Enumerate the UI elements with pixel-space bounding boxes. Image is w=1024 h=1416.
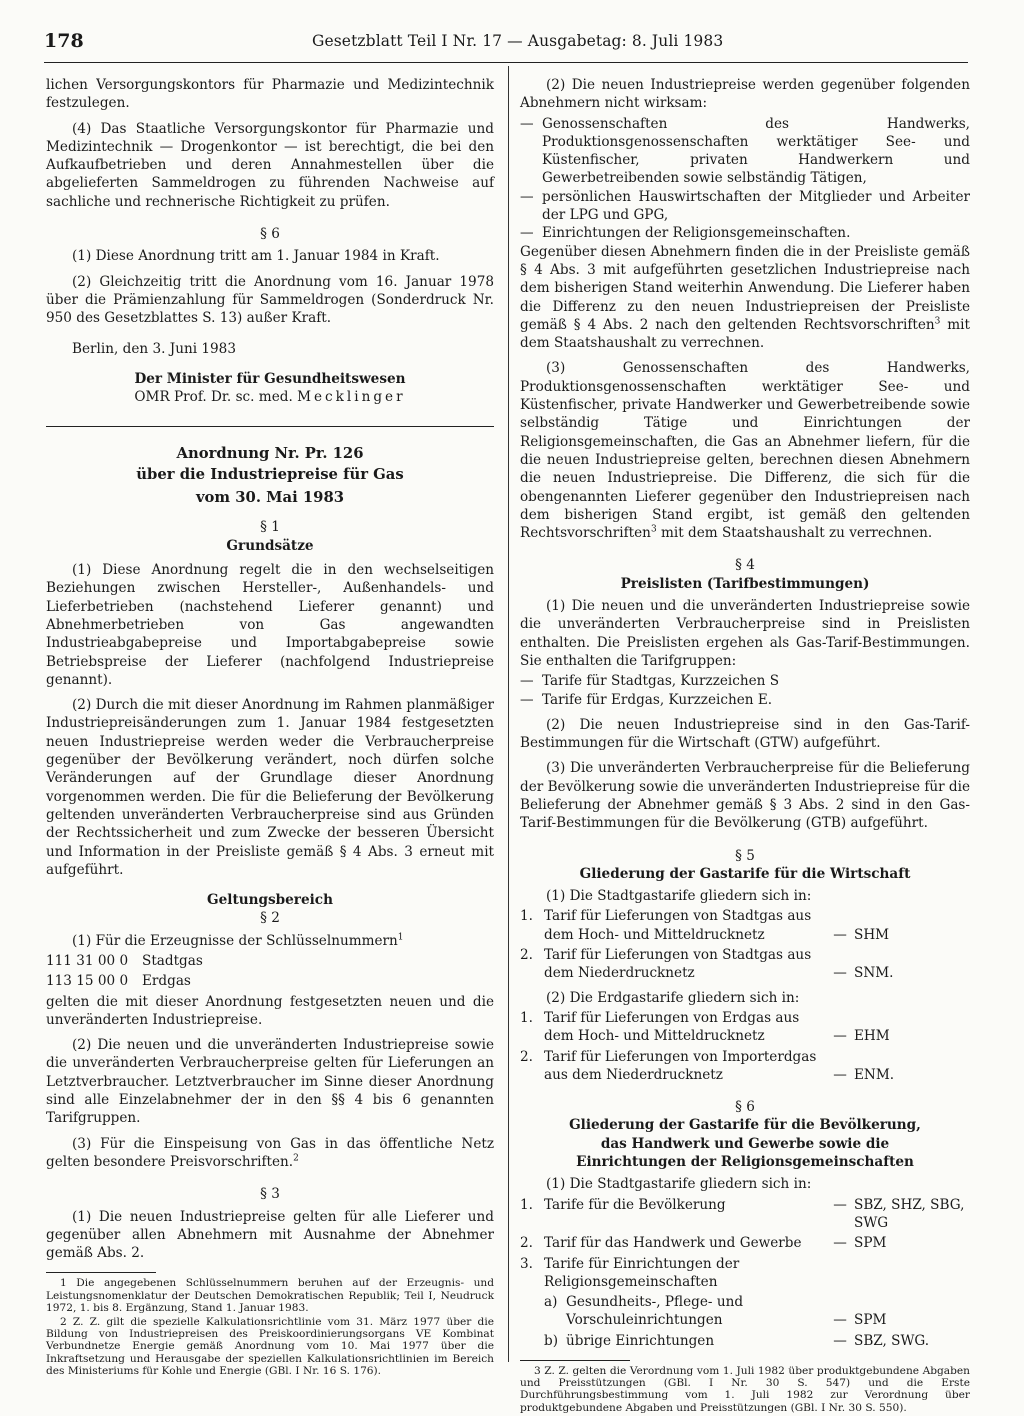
code-name: Erdgas (142, 973, 191, 990)
footnote-rule (46, 1272, 156, 1273)
footnote-ref-3: 3 (650, 524, 657, 535)
tariff-text: Tarife für Einrichtungen der Religionsgemeinschaften (544, 1255, 740, 1290)
section-2-paragraph-1-text: (1) Für die Erzeugnisse der Schlüsselnummern (72, 932, 398, 949)
section-6-heading: § 6 (260, 226, 280, 243)
place-date: Berlin, den 3. Juni 1983 (72, 340, 236, 357)
page-header (0, 28, 1024, 62)
section-5-paragraph-1: (1) Die Stadtgastarife gliedern sich in: (546, 888, 812, 905)
tariff-number: 1. (520, 908, 533, 925)
section-2-paragraph-3-text: (3) Für die Einspeisung von Gas in das öffentliche Netz gelten besondere Preisvorschriften. (46, 1135, 494, 1170)
ordinance-title-1: Anordnung Nr. Pr. 126 (176, 445, 364, 463)
list-item: — Tarife für Stadtgas, Kurzzeichen S (520, 672, 970, 690)
tariff-subtext: übrige Einrichtungen (566, 1332, 715, 1349)
section-2-paragraph-2: (2) Die neuen und die unveränderten Industriepreise sowie die unveränderten Verbraucherpreise gelten für Lieferungen an Letztverbraucher. Letztverbraucher im Sinne dieser Anordnung sind alle Einzelabnehmer der in den §§ 4 bis 6 genannten Tarifgruppen. (46, 1037, 494, 1127)
list-item-text: Genossenschaften des Handwerks, Produktionsgenossenschaften werktätiger See- und Küstenfischer, privaten Handwerkern und Gewerbetreibenden sowie selbständig Tätigen, (542, 115, 970, 187)
tariff-row: 2. Tarif für das Handwerk und Gewerbe — SPM (520, 1234, 970, 1252)
section-3-paragraph-3-text-a: (3) Genossenschaften des Handwerks, Produktionsgenossenschaften werktätiger See- und Küstenfischer, private Handwerker und Gewerbetreibende sowie selbständig Tätige und Einrichtungen der Religionsgemeinschaften, die Gas an Abnehmer liefern, für die die neuen Industriepreise gelten, berechnen diesen Abnehmern die neuen Industriepreise. Die Differenz, die sich für die obengenannten Lieferer gegenüber den Industriepreisen nach dem bisherigen Stand ergibt, ist gemäß den geltenden Rechtsvorschriften (520, 360, 970, 542)
section-2-title: Geltungsbereich (207, 892, 333, 909)
column-divider (508, 66, 509, 1362)
tariff-number: 1. (520, 1009, 533, 1026)
tariff-row: 2. Tarif für Lieferungen von Stadtgas aus dem Niederdrucknetz — SNM. (520, 946, 970, 983)
code-number: 113 15 00 0 (46, 973, 129, 990)
tariff-code: SHM (854, 926, 890, 943)
section-5-title: Gliederung der Gastarife für die Wirtschaft (579, 865, 911, 882)
tariff-text: Tarife für die Bevölkerung (544, 1196, 726, 1213)
header-rule (44, 62, 968, 63)
tariff-subnumber: b) (544, 1332, 559, 1349)
signer-prefix: OMR Prof. Dr. sc. med. (134, 389, 293, 406)
tariff-code: SBZ, SWG. (854, 1332, 930, 1349)
section-6-paragraph-1-right: (1) Die Stadtgastarife gliedern sich in: (546, 1176, 812, 1193)
section-1-paragraph-2: (2) Durch die mit dieser Anordnung im Rahmen planmäßiger Industriepreisänderungen zum 1. Januar 1984 festgesetzten neuen Industriepreise werden weder die Verbraucherpreise gegenüber der Bevölkerung verändert, noch dürfen solche Veränderungen auf der Grundlage dieser Anordnung vorgenommen werden. Die für die Belieferung der Bevölkerung geltenden unveränderten Verbraucherpreise sind aus Gründen der Rechtssicherheit und zum Zwecke der besseren Übersicht und Information in der Preisliste gemäß § 4 Abs. 3 erneut mit aufgeführt. (46, 697, 494, 878)
footnote-3: 3 Z. Z. gelten die Verordnung vom 1. Juli 1982 über produktgebundene Abgaben und Preisstützungen (GBl. I Nr. 30 S. 547) und die Erste Durchführungsbestimmung vom 1. Juli 1982 zur Verordnung über produktgebundene Abgaben und Preisstützungen (GBl. I Nr. 30 S. 550). (520, 1365, 970, 1414)
signer (46, 388, 494, 406)
tariff-code: SNM. (854, 965, 894, 982)
tariff-code: EHM (854, 1028, 890, 1045)
footnote-1: 1 Die angegebenen Schlüsselnummern beruhen auf der Erzeugnis- und Leistungsnomenklatur der Deutschen Demokratischen Republik; Teil I, Neudruck 1972, 1. bis 8. Ergänzung, Stand 1. Januar 1983. (46, 1277, 494, 1314)
tariff-text: Tarif für Lieferungen von Importerdgas aus dem Niederdrucknetz (544, 1048, 817, 1083)
section-2-paragraph-3 (46, 1135, 494, 1172)
tariff-number: 2. (520, 1048, 533, 1065)
paragraph-continued: lichen Versorgungskontors für Pharmazie und Medizintechnik festzulegen. (46, 77, 494, 112)
tariff-row (520, 1255, 970, 1292)
section-3-paragraph-3-text-b: mit dem Staatshaushalt zu verrechnen. (656, 525, 933, 542)
section-2-paragraph-1 (46, 932, 494, 950)
section-3-paragraph-2-cont-text-b: mit dem Staatshaushalt zu verrechnen. (520, 316, 970, 352)
section-divider (46, 426, 494, 427)
tariff-subrow: a) Gesundheits-, Pflege- und Vorschuleinrichtungen — SPM (520, 1293, 970, 1330)
page-number: 178 (44, 30, 84, 52)
code-row (46, 952, 494, 970)
section-3-paragraph-2-cont (520, 243, 970, 353)
tariff-number: 2. (520, 1235, 533, 1252)
footnote-ref-2: 2 (293, 1153, 299, 1164)
section-4-paragraph-1: (1) Die neuen und die unveränderten Industriepreise sowie die unveränderten Verbraucherpreise sind in Preislisten enthalten. Die Preislisten ergehen als Gas-Tarif-Bestimmungen. Sie enthalten die Tarifgruppen: (520, 598, 970, 669)
signer-name: Mecklinger (297, 389, 406, 406)
tariff-number: 1. (520, 1196, 533, 1213)
section-5-paragraph-2: (2) Die Erdgastarife gliedern sich in: (546, 989, 800, 1006)
section-3-paragraph-2: (2) Die neuen Industriepreise werden gegenüber folgenden Abnehmern nicht wirksam: (520, 77, 970, 112)
footnote-rule (520, 1360, 630, 1361)
code-row (46, 972, 494, 990)
tariff-code: SPM (854, 1235, 887, 1252)
tariff-row: 2. Tarif für Lieferungen von Importerdgas aus dem Niederdrucknetz — ENM. (520, 1048, 970, 1085)
tariff-row: 1. Tarif für Lieferungen von Stadtgas aus dem Hoch- und Mitteldrucknetz — SHM (520, 907, 970, 944)
tariff-code: SPM (854, 1312, 887, 1329)
tariff-subnumber: a) (544, 1294, 558, 1311)
tariff-subrow: b) übrige Einrichtungen — SBZ, SWG. (520, 1332, 970, 1350)
section-1-title: Grundsätze (226, 537, 314, 554)
paragraph-4: (4) Das Staatliche Versorgungskontor für Pharmazie und Medizintechnik — Drogenkontor — ist berechtigt, die bei den Aufkaufbetrieben und deren Annahmestellen über die abgelieferten Sammeldrogen zu führenden Nachweise auf sachliche und rechnerische Richtigkeit zu prüfen. (46, 120, 494, 210)
section-2-paragraph-1-cont: gelten die mit dieser Anordnung festgesetzten neuen und die unveränderten Industriepreise. (46, 993, 494, 1028)
section-6-title-line-2: das Handwerk und Gewerbe sowie die (600, 1135, 890, 1152)
tariff-row: 1. Tarife für die Bevölkerung — SBZ, SHZ, SBG, SWG (520, 1196, 970, 1233)
footnote-ref-3: 3 (934, 316, 941, 327)
list-item-text: Einrichtungen der Religionsgemeinschaften. (542, 225, 851, 242)
ordinance-title-2: über die Industriepreise für Gas (136, 466, 404, 484)
ordinance-date: vom 30. Mai 1983 (195, 489, 345, 507)
section-6-paragraph-1: (1) Diese Anordnung tritt am 1. Januar 1984 in Kraft. (72, 248, 440, 265)
list-item: — Genossenschaften des Handwerks, Produktionsgenossenschaften werktätiger See- und Küstenfischer, privaten Handwerkern und Gewerbetreibenden sowie selbständig Tätigen, (520, 115, 970, 187)
list-item-text: Tarife für Erdgas, Kurzzeichen E. (542, 691, 773, 708)
running-title: Gesetzblatt Teil I Nr. 17 — Ausgabetag: 8. Juli 1983 (312, 32, 724, 50)
list-item: — Einrichtungen der Religionsgemeinschaften. (520, 224, 970, 242)
list-item: — persönlichen Hauswirtschaften der Mitglieder und Arbeiter der LPG und GPG, (520, 188, 970, 224)
left-column (46, 76, 494, 1379)
section-4-paragraph-3: (3) Die unveränderten Verbraucherpreise für die Belieferung der Bevölkerung sowie die unveränderten Industriepreise für die Belieferung der Abnehmer gemäß § 3 Abs. 2 sind in den Gas-Tarif-Bestimmungen für die Bevölkerung (GTB) aufgeführt. (520, 760, 971, 832)
tariff-row: 1. Tarif für Lieferungen von Erdgas aus dem Hoch- und Mitteldrucknetz — EHM (520, 1009, 970, 1046)
section-3-heading: § 3 (260, 1186, 280, 1203)
section-6-heading-right: § 6 (735, 1099, 755, 1116)
list-item-text: persönlichen Hauswirtschaften der Mitglieder und Arbeiter der LPG und GPG, (542, 188, 970, 224)
section-6-title-line-3: Einrichtungen der Religionsgemeinschaften (576, 1154, 914, 1171)
section-4-title: Preislisten (Tarifbestimmungen) (620, 575, 870, 592)
list-item-text: Tarife für Stadtgas, Kurzzeichen S (542, 673, 780, 690)
footnote-ref-1: 1 (397, 932, 404, 943)
section-1-paragraph-1: (1) Diese Anordnung regelt die in den wechselseitigen Beziehungen zwischen Hersteller-, Außenhandels- und Lieferbetrieben (nachstehend Lieferer genannt) und Abnehmerbetrieben von Gas angewandten Industrieabgabepreise und Importabgabepreise sowie Betriebspreise der Lieferer (nachfolgend Industriepreise genannt). (46, 562, 494, 688)
section-4-paragraph-2: (2) Die neuen Industriepreise sind in den Gas-Tarif-Bestimmungen für die Wirtschaft (GTW) aufgeführt. (520, 716, 970, 752)
section-2-heading: § 2 (260, 910, 280, 927)
code-name: Stadtgas (142, 952, 203, 969)
code-number: 111 31 00 0 (46, 952, 129, 969)
tariff-text: Tarif für Lieferungen von Erdgas aus dem Hoch- und Mitteldrucknetz (544, 1009, 800, 1045)
tariff-number: 3. (520, 1255, 533, 1272)
tariff-code: ENM. (854, 1066, 895, 1083)
tariff-code: SBZ, SHZ, SBG, SWG (854, 1196, 965, 1231)
footnote-2: 2 Z. Z. gilt die spezielle Kalkulationsrichtlinie vom 31. März 1977 über die Bildung von Industriepreisen des Preiskoordinierungsorgans VE Kombinat Verbundnetze Energie gemäß Anordnung vom 10. Mai 1977 über die Inkraftsetzung und Herausgabe der speziellen Kalkulationsrichtlinien im Bereich des Ministeriums für Kohle und Energie (GBl. I Nr. 16 S. 176). (46, 1316, 494, 1377)
section-6-title-line-1: Gliederung der Gastarife für die Bevölkerung, (569, 1117, 921, 1134)
tariff-text: Tarif für Lieferungen von Stadtgas aus dem Hoch- und Mitteldrucknetz (544, 908, 812, 943)
section-1-heading: § 1 (260, 519, 280, 536)
section-6-paragraph-2: (2) Gleichzeitig tritt die Anordnung vom 16. Januar 1978 über die Prämienzahlung für Sammeldrogen (Sonderdruck Nr. 950 des Gesetzblattes S. 13) außer Kraft. (46, 273, 494, 327)
list-item: — Tarife für Erdgas, Kurzzeichen E. (520, 691, 970, 709)
section-5-heading: § 5 (735, 847, 755, 864)
section-4-heading: § 4 (735, 557, 755, 574)
tariff-subtext: Gesundheits-, Pflege- und Vorschuleinrichtungen (566, 1294, 744, 1329)
right-column (520, 76, 970, 1416)
tariff-number: 2. (520, 947, 533, 964)
signer-title: Der Minister für Gesundheitswesen (134, 370, 406, 387)
section-3-paragraph-3 (520, 359, 970, 542)
section-3-paragraph-2-cont-text-a: Gegenüber diesen Abnehmern finden die in der Preisliste gemäß § 4 Abs. 3 mit aufgeführten gesetzlichen Industriepreise nach dem bisherigen Stand weiterhin Anwendung. Die Lieferer haben die Differenz zu den neuen Industriepreisen der Preisliste gemäß § 4 Abs. 2 nach den geltenden Rechtsvorschriften (520, 243, 970, 333)
section-3-paragraph-1: (1) Die neuen Industriepreise gelten für alle Lieferer und gegenüber allen Abnehmern mit Ausnahme der Abnehmer gemäß Abs. 2. (46, 1208, 494, 1262)
tariff-text: Tarif für das Handwerk und Gewerbe (544, 1235, 802, 1252)
tariff-text: Tarif für Lieferungen von Stadtgas aus dem Niederdrucknetz (544, 947, 812, 982)
